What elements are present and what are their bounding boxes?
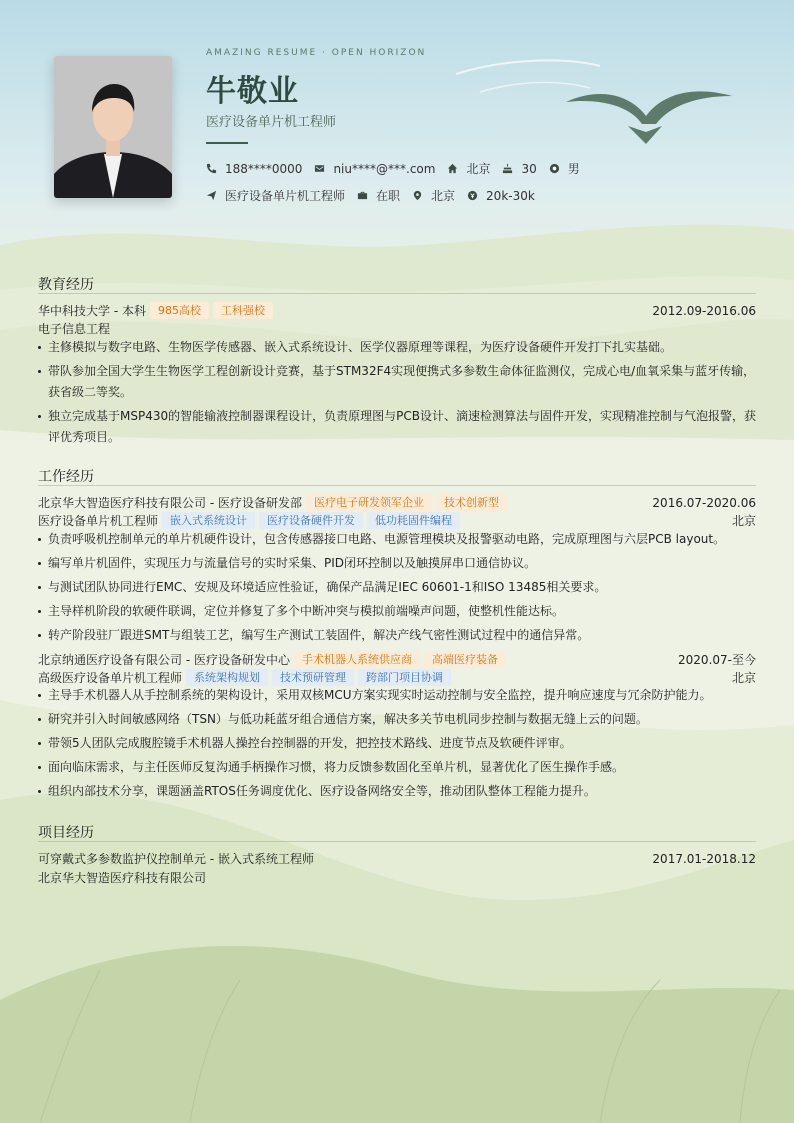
company-tag: 高端医疗装备 bbox=[424, 651, 506, 668]
job-date: 2016.07-2020.06 bbox=[652, 495, 756, 510]
phone-icon bbox=[206, 163, 217, 174]
job-target-item bbox=[206, 187, 345, 204]
gender-icon bbox=[549, 163, 560, 174]
email-text: niu****@***.com bbox=[333, 161, 436, 176]
list-item: 主导样机阶段的软硬件联调，定位并修复了多个中断冲突与模拟前端噪声问题，使整机性能达标。 bbox=[38, 601, 756, 622]
hometown-item bbox=[447, 160, 490, 177]
cake-icon bbox=[502, 163, 513, 174]
project-company-row bbox=[38, 869, 756, 886]
mail-icon bbox=[314, 163, 325, 174]
job-company: 北京纳通医疗设备有限公司 - 医疗设备研发中心 bbox=[38, 653, 290, 667]
list-item: 主导手术机器人从手控制系统的架构设计，采用双核MCU方案实现实时运动控制与安全监控，提升响应速度与冗余防护能力。 bbox=[38, 685, 756, 706]
job-2-role-row bbox=[38, 669, 756, 686]
job-1-bullets bbox=[38, 529, 756, 649]
education-major: 电子信息工程 bbox=[38, 322, 111, 336]
list-item: 转产阶段驻厂跟进SMT与组装工艺，编写生产测试工装固件，解决产线气密性测试过程中的通信异常。 bbox=[38, 625, 756, 646]
list-item: 带领5人团队完成腹腔镜手术机器人操控台控制器的开发，把控技术路线、进度节点及软硬件评审。 bbox=[38, 733, 756, 754]
job-1-role-row bbox=[38, 512, 756, 529]
project-company: 北京华大智造医疗科技有限公司 bbox=[38, 871, 207, 885]
project-header bbox=[38, 850, 756, 867]
contact-row-2 bbox=[206, 187, 547, 204]
projects-section-title: 项目经历 bbox=[38, 825, 94, 841]
job-city: 北京 bbox=[731, 671, 756, 685]
home-icon bbox=[447, 163, 458, 174]
contact-row-1 bbox=[206, 160, 592, 177]
job-role: 高级医疗设备单片机工程师 bbox=[38, 671, 183, 685]
skill-tag: 技术预研管理 bbox=[272, 669, 354, 686]
education-header bbox=[38, 302, 756, 319]
company-tag: 医疗电子研发领军企业 bbox=[306, 494, 432, 511]
work-section-title: 工作经历 bbox=[38, 469, 94, 485]
candidate-name: 牛敬业 bbox=[206, 74, 299, 109]
education-divider bbox=[38, 293, 756, 294]
header-divider bbox=[206, 142, 248, 144]
salary-text: 20k-30k bbox=[486, 188, 535, 203]
location-icon bbox=[412, 190, 423, 201]
candidate-title: 医疗设备单片机工程师 bbox=[206, 115, 337, 130]
project-date: 2017.01-2018.12 bbox=[652, 851, 756, 866]
location-text: 北京 bbox=[431, 189, 456, 203]
job-1-header bbox=[38, 494, 756, 511]
education-date: 2012.09-2016.06 bbox=[652, 303, 756, 318]
education-major-row bbox=[38, 320, 756, 337]
job-2-header bbox=[38, 651, 756, 668]
phone-item bbox=[206, 162, 302, 176]
project-name: 可穿戴式多参数监护仪控制单元 - 嵌入式系统工程师 bbox=[38, 852, 314, 866]
job-role: 医疗设备单片机工程师 bbox=[38, 514, 159, 528]
job-city: 北京 bbox=[731, 514, 756, 528]
skill-tag: 跨部门项目协调 bbox=[358, 669, 451, 686]
list-item: 带队参加全国大学生生物医学工程创新设计竞赛，基于STM32F4实现便携式多参数生命体征监测仪，完成心电/血氧采集与蓝牙传输，获省级二等奖。 bbox=[38, 361, 756, 403]
company-tag: 技术创新型 bbox=[436, 494, 507, 511]
projects-divider bbox=[38, 841, 756, 842]
education-bullets bbox=[38, 337, 756, 451]
phone-text: 188****0000 bbox=[225, 161, 303, 176]
school-tag: 工科强校 bbox=[213, 302, 273, 319]
list-item: 面向临床需求，与主任医师反复沟通手柄操作习惯，将力反馈参数固化至单片机，显著优化了医生操作手感。 bbox=[38, 757, 756, 778]
location-item bbox=[412, 187, 455, 204]
skill-tag: 低功耗固件编程 bbox=[367, 512, 460, 529]
job-target-text: 医疗设备单片机工程师 bbox=[225, 189, 346, 203]
school-tag: 985高校 bbox=[150, 302, 209, 319]
list-item: 独立完成基于MSP430的智能输液控制器课程设计，负责原理图与PCB设计、滴速检测算法与固件开发，实现精准控制与气泡报警，获评优秀项目。 bbox=[38, 406, 756, 448]
list-item: 编写单片机固件，实现压力与流量信号的实时采集、PID闭环控制以及触摸屏串口通信协议。 bbox=[38, 553, 756, 574]
resume-tagline: AMAZING RESUME · OPEN HORIZON bbox=[206, 48, 427, 58]
list-item: 组织内部技术分享，课题涵盖RTOS任务调度优化、医疗设备网络安全等，推动团队整体工程能力提升。 bbox=[38, 781, 756, 802]
list-item: 主修模拟与数字电路、生物医学传感器、嵌入式系统设计、医学仪器原理等课程，为医疗设备硬件开发打下扎实基础。 bbox=[38, 337, 756, 358]
skill-tag: 系统架构规划 bbox=[186, 669, 268, 686]
education-section-title: 教育经历 bbox=[38, 277, 94, 293]
money-icon bbox=[467, 190, 478, 201]
skill-tag: 嵌入式系统设计 bbox=[162, 512, 255, 529]
briefcase-icon bbox=[357, 190, 368, 201]
list-item: 与测试团队协同进行EMC、安规及环境适应性验证，确保产品满足IEC 60601-1和ISO 13485相关要求。 bbox=[38, 577, 756, 598]
status-text: 在职 bbox=[376, 189, 401, 203]
list-item: 负责呼吸机控制单元的单片机硬件设计，包含传感器接口电路、电源管理模块及报警驱动电路，完成原理图与六层PCB layout。 bbox=[38, 529, 756, 550]
age-item bbox=[502, 162, 536, 176]
hometown-text: 北京 bbox=[466, 162, 491, 176]
avatar-photo bbox=[54, 56, 172, 198]
gender-text: 男 bbox=[567, 162, 580, 176]
skill-tag: 医疗设备硬件开发 bbox=[259, 512, 363, 529]
job-2-bullets bbox=[38, 685, 756, 805]
email-item bbox=[314, 162, 435, 176]
job-company: 北京华大智造医疗科技有限公司 - 医疗设备研发部 bbox=[38, 496, 302, 510]
gender-item bbox=[549, 160, 580, 177]
salary-item bbox=[467, 189, 535, 203]
school-name: 华中科技大学 - 本科 bbox=[38, 304, 146, 318]
send-icon bbox=[206, 190, 217, 201]
list-item: 研究并引入时间敏感网络（TSN）与低功耗蓝牙组合通信方案，解决多关节电机同步控制与数据无缝上云的问题。 bbox=[38, 709, 756, 730]
age-text: 30 bbox=[521, 161, 537, 176]
bird-icon bbox=[566, 86, 732, 146]
status-item bbox=[357, 187, 400, 204]
work-divider bbox=[38, 485, 756, 486]
job-date: 2020.07-至今 bbox=[678, 653, 756, 667]
company-tag: 手术机器人系统供应商 bbox=[294, 651, 420, 668]
